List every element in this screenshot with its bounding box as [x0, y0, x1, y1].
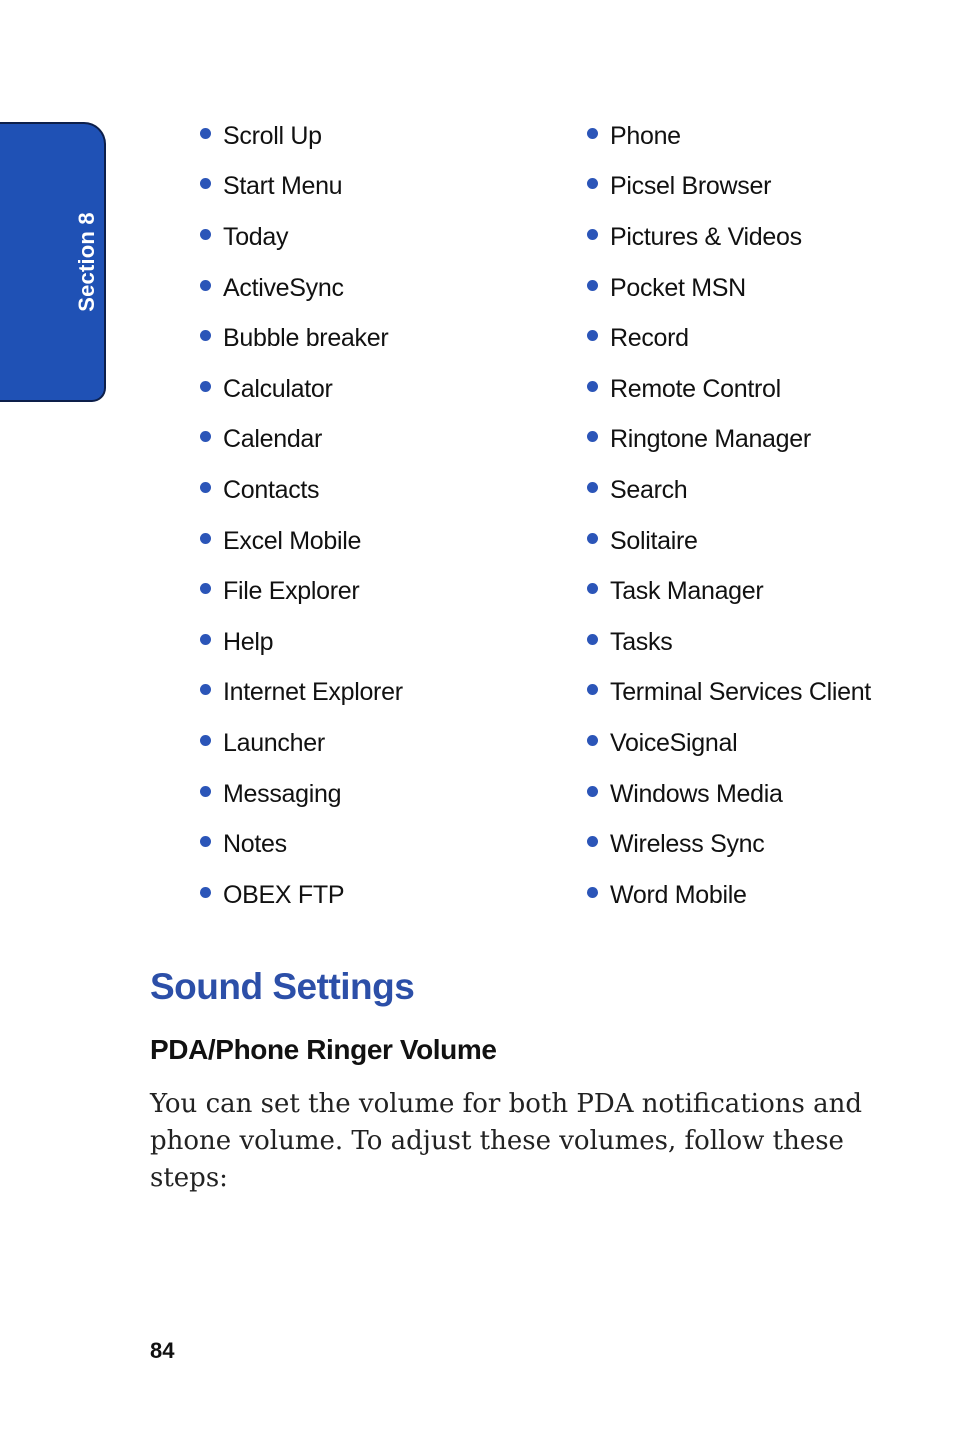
bullet-icon: [587, 330, 598, 341]
list-item: [587, 465, 947, 516]
list-item: [200, 769, 560, 820]
bullet-icon: [200, 634, 211, 645]
list-item: [200, 566, 560, 617]
bullet-icon: [587, 431, 598, 442]
bullet-icon: [200, 583, 211, 594]
body-paragraph: You can set the volume for both PDA notifications and phone volume. To adjust these volumes, follow these steps:: [150, 1089, 862, 1193]
list-item: [587, 819, 947, 870]
list-item: [587, 364, 947, 415]
bullet-icon: [200, 330, 211, 341]
section-heading: Sound Settings: [150, 966, 415, 1007]
list-item: [587, 668, 947, 719]
list-item: [587, 617, 947, 668]
bullet-icon: [587, 229, 598, 240]
section-tab-label: Section 8: [74, 212, 99, 312]
list-item-label: Bubble breaker: [223, 324, 389, 353]
bullet-icon: [587, 786, 598, 797]
bullet-icon: [200, 381, 211, 392]
list-item: [200, 617, 560, 668]
list-item-label: Phone: [610, 121, 681, 150]
list-item: [587, 516, 947, 567]
bullet-icon: [200, 280, 211, 291]
bullet-icon: [587, 280, 598, 291]
list-item-label: Notes: [223, 830, 287, 859]
bullet-icon: [200, 128, 211, 139]
list-item: [200, 212, 560, 263]
list-item: [200, 870, 560, 921]
bullet-icon: [200, 431, 211, 442]
list-item: [587, 769, 947, 820]
bullet-icon: [200, 887, 211, 898]
list-item-label: Tasks: [610, 627, 673, 656]
bullet-icon: [587, 482, 598, 493]
list-item: [200, 313, 560, 364]
list-item-label: Today: [223, 222, 289, 251]
list-item-label: Search: [610, 475, 688, 504]
list-item-label: Calculator: [223, 374, 333, 403]
list-item: [200, 516, 560, 567]
list-item-label: OBEX FTP: [223, 880, 345, 909]
bullet-icon: [200, 482, 211, 493]
list-item-label: Start Menu: [223, 172, 343, 201]
list-item: [200, 162, 560, 213]
bullet-icon: [587, 128, 598, 139]
list-item-label: Excel Mobile: [223, 526, 362, 555]
list-item-label: Windows Media: [610, 779, 783, 808]
subsection-heading: PDA/Phone Ringer Volume: [150, 1034, 497, 1065]
bullet-icon: [587, 583, 598, 594]
bullet-icon: [200, 684, 211, 695]
list-item-label: Picsel Browser: [610, 172, 772, 201]
bullet-icon: [200, 229, 211, 240]
list-item: [200, 668, 560, 719]
bullet-icon: [587, 533, 598, 544]
bullet-icon: [587, 887, 598, 898]
list-item-label: VoiceSignal: [610, 728, 738, 757]
list-item: [587, 870, 947, 921]
list-item: [200, 263, 560, 314]
list-item-label: Task Manager: [610, 577, 764, 606]
bullet-icon: [200, 836, 211, 847]
list-item-label: Messaging: [223, 779, 342, 808]
list-item-label: Pocket MSN: [610, 273, 746, 302]
bullet-icon: [200, 786, 211, 797]
list-item-label: Ringtone Manager: [610, 425, 811, 454]
list-item-label: File Explorer: [223, 577, 360, 606]
list-item: [587, 162, 947, 213]
list-item: [587, 212, 947, 263]
list-item-label: Help: [223, 627, 274, 656]
list-item: [587, 415, 947, 466]
list-item-label: Record: [610, 324, 689, 353]
list-item-label: Scroll Up: [223, 121, 322, 150]
list-item-label: Calendar: [223, 425, 323, 454]
bullet-icon: [587, 836, 598, 847]
list-item-label: Pictures & Videos: [610, 222, 802, 251]
bullet-icon: [587, 735, 598, 746]
bullet-icon: [587, 634, 598, 645]
bullet-icon: [200, 533, 211, 544]
list-item-label: Word Mobile: [610, 880, 747, 909]
list-item: [587, 718, 947, 769]
list-item-label: Internet Explorer: [223, 678, 403, 707]
list-item-label: Terminal Services Client: [610, 678, 871, 707]
list-item: [587, 263, 947, 314]
program-list-left: [200, 111, 560, 921]
list-item-label: Solitaire: [610, 526, 698, 555]
list-item-label: Contacts: [223, 475, 320, 504]
list-item: [200, 718, 560, 769]
bullet-icon: [200, 735, 211, 746]
list-item-label: Remote Control: [610, 374, 781, 403]
program-list-right: [587, 111, 947, 921]
list-item: [200, 465, 560, 516]
list-item-label: ActiveSync: [223, 273, 344, 302]
list-item: [200, 819, 560, 870]
list-item-label: Wireless Sync: [610, 830, 765, 859]
list-item: [200, 415, 560, 466]
bullet-icon: [200, 178, 211, 189]
list-item-label: Launcher: [223, 728, 325, 757]
bullet-icon: [587, 381, 598, 392]
list-item: [200, 364, 560, 415]
bullet-icon: [587, 684, 598, 695]
list-item: [587, 313, 947, 364]
list-item: [200, 111, 560, 162]
page-number: 84: [150, 1338, 175, 1363]
list-item: [587, 566, 947, 617]
bullet-icon: [587, 178, 598, 189]
list-item: [587, 111, 947, 162]
